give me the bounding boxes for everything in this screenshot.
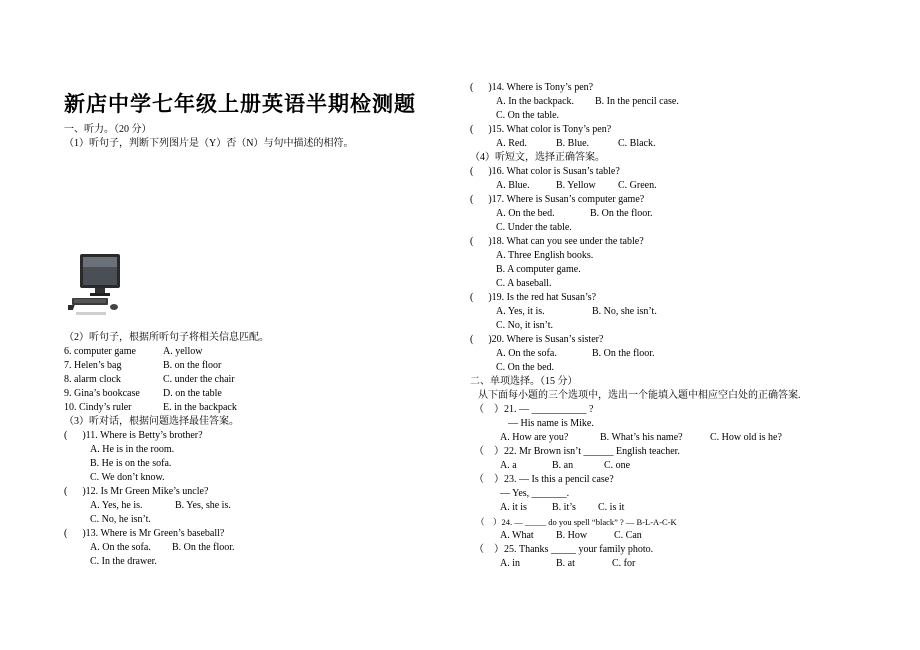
option-12b: B. Yes, she is. — [175, 500, 231, 511]
option-21a: A. How are you? — [500, 432, 569, 443]
option-13a: A. On the sofa. — [90, 542, 151, 553]
question-18: ( )18. What can you see under the table? — [470, 236, 644, 247]
question-14: ( )14. Where is Tony’s pen? — [470, 82, 594, 93]
section-choice-instruction: 从下面每小题的三个选项中，选出一个能填入题中相应空白处的正确答案. — [478, 390, 801, 401]
option-14a: A. In the backpack. — [496, 96, 575, 107]
part4-instruction: （4）听短文，选择正确答案。 — [470, 152, 605, 163]
match-item-10: 10. Cindy’s ruler — [64, 402, 132, 413]
match-option-d: D. on the table — [163, 388, 222, 399]
option-25a: A. in — [500, 558, 520, 569]
option-15a: A. Red. — [496, 138, 527, 149]
option-21c: C. How old is he? — [710, 432, 782, 443]
option-24c: C. Can — [614, 530, 642, 541]
section-choice-heading: 二、单项选择。（15 分） — [470, 376, 578, 387]
match-option-b: B. on the floor — [163, 360, 222, 371]
option-22a: A. a — [500, 460, 517, 471]
option-19a: A. Yes, it is. — [496, 306, 545, 317]
option-15c: C. Black. — [618, 138, 656, 149]
question-12: ( )12. Is Mr Green Mike’s uncle? — [64, 486, 209, 497]
option-17a: A. On the bed. — [496, 208, 555, 219]
option-23b: B. it’s — [552, 502, 576, 513]
question-25: （ ）25. Thanks _____ your family photo. — [474, 544, 654, 555]
option-25c: C. for — [612, 558, 636, 569]
option-20b: B. On the floor. — [592, 348, 655, 359]
option-12a: A. Yes, he is. — [90, 500, 143, 511]
part1-instruction: （1）听句子，判断下列图片是（Y）否（N）与句中描述的相符。 — [64, 138, 354, 149]
match-option-e: E. in the backpack — [163, 402, 237, 413]
option-11a: A. He is in the room. — [90, 444, 175, 455]
option-24b: B. How — [556, 530, 588, 541]
option-23c: C. is it — [598, 502, 625, 513]
option-23a: A. it is — [500, 502, 527, 513]
option-22c: C. one — [604, 460, 631, 471]
question-13: ( )13. Where is Mr Green’s baseball? — [64, 528, 225, 539]
option-14c: C. On the table. — [496, 110, 560, 121]
match-item-8: 8. alarm clock — [64, 374, 121, 385]
option-14b: B. In the pencil case. — [595, 96, 679, 107]
option-16b: B. Yellow — [556, 180, 596, 191]
part2-instruction: （2）听句子，根据所听句子将相关信息匹配。 — [64, 332, 269, 343]
match-item-7: 7. Helen’s bag — [64, 360, 122, 371]
option-18a: A. Three English books. — [496, 250, 594, 261]
match-item-9: 9. Gina’s bookcase — [64, 388, 140, 399]
option-18c: C. A baseball. — [496, 278, 552, 289]
option-19c: C. No, it isn’t. — [496, 320, 554, 331]
match-item-6: 6. computer game — [64, 346, 136, 357]
match-option-a: A. yellow — [163, 346, 203, 357]
question-23: （ ）23. — Is this a pencil case? — [474, 474, 614, 485]
computer-image — [68, 252, 124, 318]
question-19: ( )19. Is the red hat Susan’s? — [470, 292, 597, 303]
option-18b: B. A computer game. — [496, 264, 581, 275]
question-20: ( )20. Where is Susan’s sister? — [470, 334, 604, 345]
option-11b: B. He is on the sofa. — [90, 458, 172, 469]
question-11: ( )11. Where is Betty’s brother? — [64, 430, 203, 441]
question-24: （ ）24. — _____ do you spell “black” ? — B-L-A-C-K — [476, 517, 677, 527]
option-22b: B. an — [552, 460, 574, 471]
question-21-reply: — His name is Mike. — [508, 418, 594, 429]
question-22: （ ）22. Mr Brown isn’t ______ English teacher. — [474, 446, 680, 457]
option-17b: B. On the floor. — [590, 208, 653, 219]
match-option-c: C. under the chair — [163, 374, 235, 385]
option-15b: B. Blue. — [556, 138, 590, 149]
option-12c: C. No, he isn’t. — [90, 514, 151, 525]
question-15: ( )15. What color is Tony’s pen? — [470, 124, 612, 135]
option-17c: C. Under the table. — [496, 222, 572, 233]
option-11c: C. We don’t know. — [90, 472, 165, 483]
option-21b: B. What’s his name? — [600, 432, 683, 443]
option-13c: C. In the drawer. — [90, 556, 157, 567]
question-16: ( )16. What color is Susan’s table? — [470, 166, 620, 177]
question-21: （ ）21. — ___________ ? — [474, 404, 594, 415]
option-25b: B. at — [556, 558, 575, 569]
question-17: ( )17. Where is Susan’s computer game? — [470, 194, 645, 205]
option-20a: A. On the sofa. — [496, 348, 557, 359]
option-16a: A. Blue. — [496, 180, 530, 191]
option-19b: B. No, she isn’t. — [592, 306, 657, 317]
option-16c: C. Green. — [618, 180, 657, 191]
part3-instruction: （3）听对话，根据问题选择最佳答案。 — [64, 416, 239, 427]
option-13b: B. On the floor. — [172, 542, 235, 553]
question-23-reply: — Yes, _______. — [500, 488, 570, 499]
option-20c: C. On the bed. — [496, 362, 555, 373]
section-listening-heading: 一、听力。（20 分） — [64, 124, 152, 135]
page-title: 新店中学七年级上册英语半期检测题 — [64, 92, 416, 116]
option-24a: A. What — [500, 530, 534, 541]
